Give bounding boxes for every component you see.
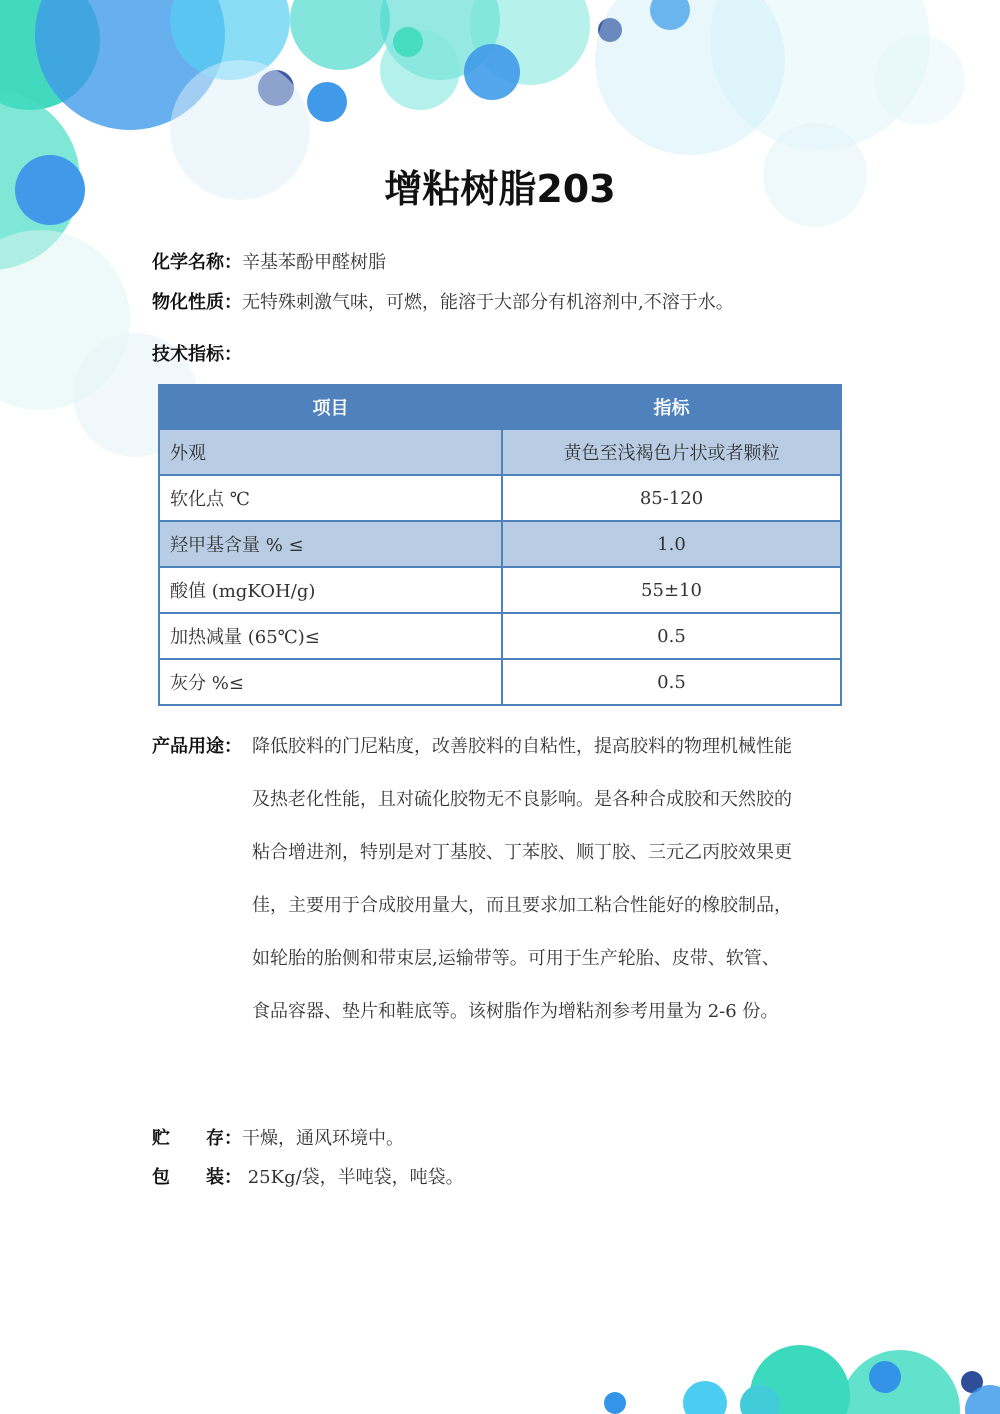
spec-value-cell: 85-120 (502, 475, 841, 521)
spec-value-cell: 0.5 (502, 659, 841, 705)
table-row (159, 613, 841, 659)
tech-spec-label: 技术指标： (152, 344, 242, 365)
chemical-name-value: 辛基苯酚甲醛树脂 (242, 252, 386, 273)
table-row (159, 659, 841, 705)
packaging-value: 25Kg/袋，半吨袋，吨袋。 (242, 1167, 464, 1188)
usage-line: 佳，主要用于合成胶用量大，而且要求加工粘合性能好的橡胶制品， (252, 895, 792, 916)
usage-line: 粘合增进剂，特别是对丁基胶、丁苯胶、顺丁胶、三元乙丙胶效果更 (252, 842, 792, 863)
storage-line (152, 1124, 404, 1150)
spec-item-cell: 灰分 %≤ (159, 659, 502, 705)
spec-item-cell: 软化点 ℃ (159, 475, 502, 521)
properties-label: 物化性质： (152, 292, 242, 313)
usage-label: 产品用途： (152, 736, 242, 757)
chemical-name-label: 化学名称： (152, 252, 242, 273)
spec-value-cell: 黄色至浅褐色片状或者颗粒 (502, 429, 841, 475)
tech-spec-heading (152, 340, 242, 366)
storage-value: 干燥，通风环境中。 (242, 1128, 404, 1149)
spec-value-cell: 55±10 (502, 567, 841, 613)
properties-value: 无特殊刺激气味，可燃，能溶于大部分有机溶剂中,不溶于水。 (242, 292, 734, 313)
spec-item-cell: 加热减量 (65℃)≤ (159, 613, 502, 659)
chemical-name-line (152, 248, 386, 274)
table-row (159, 429, 841, 475)
storage-label: 贮 存： (152, 1128, 242, 1149)
spec-table (158, 384, 842, 706)
spec-value-cell: 1.0 (502, 521, 841, 567)
spec-item-cell: 羟甲基含量 % ≤ (159, 521, 502, 567)
spec-table-header-row (159, 385, 841, 429)
usage-line: 降低胶料的门尼粘度，改善胶料的自粘性，提高胶料的物理机械性能 (252, 736, 792, 757)
spec-item-cell: 酸值 (mgKOH/g) (159, 567, 502, 613)
table-row (159, 521, 841, 567)
usage-line: 及热老化性能，且对硫化胶物无不良影响。是各种合成胶和天然胶的 (252, 789, 792, 810)
spec-header-item: 项目 (159, 385, 502, 429)
spec-value-cell: 0.5 (502, 613, 841, 659)
table-row (159, 475, 841, 521)
table-row (159, 567, 841, 613)
usage-line: 如轮胎的胎侧和带束层,运输带等。可用于生产轮胎、皮带、软管、 (252, 948, 780, 969)
spec-item-cell: 外观 (159, 429, 502, 475)
properties-line (152, 288, 734, 314)
packaging-line (152, 1163, 464, 1189)
spec-header-value: 指标 (502, 385, 841, 429)
packaging-label: 包 装： (152, 1167, 242, 1188)
page-title: 增粘树脂203 (384, 167, 616, 211)
usage-line: 食品容器、垫片和鞋底等。该树脂作为增粘剂参考用量为 2-6 份。 (252, 1001, 779, 1022)
